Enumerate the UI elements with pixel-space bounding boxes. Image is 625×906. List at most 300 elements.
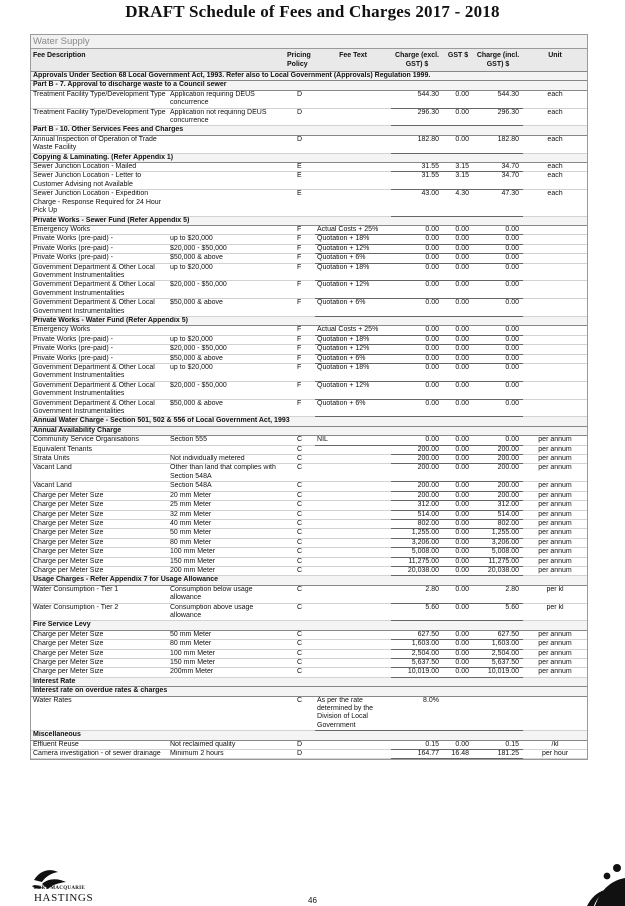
fee-description-cell: Charge per Meter Size: [31, 668, 168, 677]
charge-incl-gst-cell: 627.50: [473, 630, 523, 639]
fee-subdescription-cell: Other than land that complies with Section 548A: [168, 464, 285, 482]
unit-cell: per annum: [523, 510, 587, 519]
charge-incl-gst-cell: 0.00: [473, 299, 523, 317]
fee-description-cell: Private Works (pre-paid) -: [31, 335, 168, 344]
fee-description-cell: Camera investigation - of sewer drainage: [31, 750, 168, 759]
charge-excl-gst-cell: 8.0%: [391, 696, 443, 731]
charge-incl-gst-cell: 312.00: [473, 501, 523, 510]
charge-incl-gst-cell: 20,038.00: [473, 566, 523, 575]
unit-cell: per annum: [523, 566, 587, 575]
unit-cell: each: [523, 135, 587, 153]
section-header-text: Part B - 7. Approval to discharge waste to a Council sewer: [31, 81, 587, 90]
fee-subdescription-cell: [168, 172, 285, 190]
charge-excl-gst-cell: 0.00: [391, 299, 443, 317]
unit-cell: per annum: [523, 649, 587, 658]
fee-text-cell: Quotation + 18%: [315, 335, 391, 344]
charge-incl-gst-cell: 200.00: [473, 491, 523, 500]
fee-subdescription-cell: Application requiring DEUS concurrence: [168, 90, 285, 108]
gst-cell: 0.00: [443, 529, 473, 538]
charge-incl-gst-cell: [473, 696, 523, 731]
table-section-header: [31, 72, 587, 81]
table-section-header: [31, 576, 587, 585]
pricing-policy-cell: C: [285, 464, 315, 482]
fee-text-cell: [315, 557, 391, 566]
fee-description-cell: Private Works (pre-paid) -: [31, 235, 168, 244]
charge-incl-gst-cell: 802.00: [473, 519, 523, 528]
gst-cell: 0.00: [443, 519, 473, 528]
table-row: [31, 510, 587, 519]
fee-subdescription-cell: up to $20,000: [168, 263, 285, 281]
table-row: [31, 163, 587, 172]
fee-text-cell: Quotation + 6%: [315, 254, 391, 263]
corner-decoration-icon: [565, 862, 625, 906]
gst-cell: 0.00: [443, 740, 473, 749]
fee-subdescription-cell: 100 mm Meter: [168, 548, 285, 557]
charge-excl-gst-cell: 11,275.00: [391, 557, 443, 566]
pricing-policy-cell: F: [285, 263, 315, 281]
gst-cell: 0.00: [443, 354, 473, 363]
charge-incl-gst-cell: 296.30: [473, 108, 523, 126]
table-row: [31, 172, 587, 190]
unit-cell: [523, 235, 587, 244]
unit-cell: per annum: [523, 519, 587, 528]
unit-cell: [523, 281, 587, 299]
table-row: [31, 235, 587, 244]
unit-cell: each: [523, 108, 587, 126]
fee-text-cell: Quotation + 18%: [315, 263, 391, 281]
table-row: [31, 281, 587, 299]
fee-description-cell: Charge per Meter Size: [31, 519, 168, 528]
table-section-header: [31, 316, 587, 325]
fee-description-cell: Charge per Meter Size: [31, 557, 168, 566]
fee-description-cell: Charge per Meter Size: [31, 538, 168, 547]
fee-text-cell: As per the rate determined by the Division of Local Government: [315, 696, 391, 731]
unit-cell: per annum: [523, 501, 587, 510]
charge-excl-gst-cell: 802.00: [391, 519, 443, 528]
table-row: [31, 354, 587, 363]
gst-cell: 0.00: [443, 630, 473, 639]
unit-cell: per hour: [523, 750, 587, 759]
fee-description-cell: Water Consumption - Tier 2: [31, 603, 168, 621]
fee-subdescription-cell: $50,000 & above: [168, 299, 285, 317]
charge-excl-gst-cell: 514.00: [391, 510, 443, 519]
fee-text-cell: [315, 464, 391, 482]
fee-subdescription-cell: 25 mm Meter: [168, 501, 285, 510]
gst-cell: 0.00: [443, 659, 473, 668]
fee-text-cell: [315, 548, 391, 557]
table-row: [31, 529, 587, 538]
fee-text-cell: Quotation + 18%: [315, 364, 391, 382]
table-row: [31, 464, 587, 482]
charge-excl-gst-cell: 43.00: [391, 190, 443, 216]
pricing-policy-cell: E: [285, 190, 315, 216]
table-row: [31, 399, 587, 417]
section-header-text: Copying & Laminating. (Refer Appendix 1): [31, 153, 587, 162]
charge-incl-gst-cell: 181.25: [473, 750, 523, 759]
gst-cell: 16.48: [443, 750, 473, 759]
fee-text-cell: Quotation + 6%: [315, 299, 391, 317]
charge-incl-gst-cell: 34.70: [473, 172, 523, 190]
gst-cell: 0.00: [443, 235, 473, 244]
pricing-policy-cell: C: [285, 649, 315, 658]
fee-subdescription-cell: $20,000 - $50,000: [168, 345, 285, 354]
fee-description-cell: Equivalent Tenants: [31, 445, 168, 454]
charge-excl-gst-cell: 0.00: [391, 436, 443, 445]
fee-text-cell: [315, 135, 391, 153]
fee-text-cell: [315, 519, 391, 528]
fee-description-cell: Treatment Facility Type/Development Type: [31, 108, 168, 126]
table-row: [31, 135, 587, 153]
table-row: [31, 436, 587, 445]
pricing-policy-cell: F: [285, 326, 315, 335]
charge-excl-gst-cell: 0.00: [391, 281, 443, 299]
charge-excl-gst-cell: 31.55: [391, 163, 443, 172]
charge-excl-gst-cell: 200.00: [391, 482, 443, 491]
fee-description-cell: Vacant Land: [31, 482, 168, 491]
fee-subdescription-cell: 150 mm Meter: [168, 659, 285, 668]
table-row: [31, 750, 587, 759]
table-row: [31, 326, 587, 335]
table-section-header: [31, 426, 587, 435]
unit-cell: per annum: [523, 538, 587, 547]
fee-description-cell: Strata Units: [31, 455, 168, 464]
table-row: [31, 254, 587, 263]
gst-cell: 0.00: [443, 510, 473, 519]
table-row: [31, 263, 587, 281]
charge-incl-gst-cell: 0.00: [473, 225, 523, 234]
charge-excl-gst-cell: 182.80: [391, 135, 443, 153]
fee-text-cell: [315, 649, 391, 658]
charge-excl-gst-cell: 200.00: [391, 455, 443, 464]
table-row: [31, 519, 587, 528]
charge-incl-gst-cell: 0.00: [473, 364, 523, 382]
fee-subdescription-cell: Section 548A: [168, 482, 285, 491]
fee-description-cell: Sewer Junction Location - Expedition Charge - Response Required for 24 Hour Pick Up: [31, 190, 168, 216]
fee-description-cell: Charge per Meter Size: [31, 529, 168, 538]
col-fee-text: Fee Text: [315, 49, 391, 72]
unit-cell: per annum: [523, 455, 587, 464]
pricing-policy-cell: C: [285, 501, 315, 510]
gst-cell: 4.30: [443, 190, 473, 216]
fee-description-cell: Water Rates: [31, 696, 168, 731]
table-row: [31, 190, 587, 216]
charge-incl-gst-cell: 3,206.00: [473, 538, 523, 547]
fee-description-cell: Private Works (pre-paid) -: [31, 254, 168, 263]
pricing-policy-cell: E: [285, 163, 315, 172]
table-row: [31, 585, 587, 603]
charge-incl-gst-cell: 182.80: [473, 135, 523, 153]
fee-subdescription-cell: [168, 135, 285, 153]
fee-text-cell: [315, 501, 391, 510]
pricing-policy-cell: F: [285, 244, 315, 253]
unit-cell: per kl: [523, 585, 587, 603]
charge-incl-gst-cell: 544.30: [473, 90, 523, 108]
table-row: [31, 345, 587, 354]
fee-subdescription-cell: $50,000 & above: [168, 399, 285, 417]
table-section-header: [31, 621, 587, 630]
section-header-text: Miscellaneous: [31, 731, 587, 740]
table-section-header: [31, 731, 587, 740]
unit-cell: [523, 354, 587, 363]
fee-text-cell: Actual Costs + 25%: [315, 225, 391, 234]
logo-line1: PORT MACQUARIE: [34, 886, 86, 891]
gst-cell: 0.00: [443, 436, 473, 445]
charge-excl-gst-cell: 627.50: [391, 630, 443, 639]
pricing-policy-cell: F: [285, 335, 315, 344]
gst-cell: 0.00: [443, 108, 473, 126]
charge-excl-gst-cell: 0.00: [391, 399, 443, 417]
charge-excl-gst-cell: 200.00: [391, 491, 443, 500]
section-header-text: Private Works - Water Fund (Refer Appendix 5): [31, 316, 587, 325]
gst-cell: 0.00: [443, 649, 473, 658]
section-header-text: Interest rate on overdue rates & charges: [31, 687, 587, 696]
pricing-policy-cell: C: [285, 538, 315, 547]
unit-cell: [523, 399, 587, 417]
fee-subdescription-cell: 200mm Meter: [168, 668, 285, 677]
charge-incl-gst-cell: 0.00: [473, 335, 523, 344]
pricing-policy-cell: C: [285, 659, 315, 668]
charge-excl-gst-cell: 20,038.00: [391, 566, 443, 575]
unit-cell: per annum: [523, 482, 587, 491]
pricing-policy-cell: C: [285, 603, 315, 621]
gst-cell: 0.00: [443, 640, 473, 649]
charge-excl-gst-cell: 0.15: [391, 740, 443, 749]
fee-subdescription-cell: 80 mm Meter: [168, 640, 285, 649]
charge-excl-gst-cell: 10,019.00: [391, 668, 443, 677]
fee-subdescription-cell: 20 mm Meter: [168, 491, 285, 500]
section-header-text: Annual Water Charge - Section 501, 502 & 556 of Local Government Act, 1993: [31, 417, 587, 426]
col-gst: GST $: [443, 49, 473, 72]
page-number: 46: [308, 896, 317, 905]
unit-cell: [523, 326, 587, 335]
unit-cell: per annum: [523, 630, 587, 639]
fee-subdescription-cell: up to $20,000: [168, 235, 285, 244]
section-header-text: Annual Availability Charge: [31, 426, 587, 435]
pricing-policy-cell: C: [285, 566, 315, 575]
col-pricing-policy: Pricing Policy: [285, 49, 315, 72]
gst-cell: 0.00: [443, 482, 473, 491]
fee-description-cell: Charge per Meter Size: [31, 501, 168, 510]
unit-cell: per annum: [523, 668, 587, 677]
gst-cell: 0.00: [443, 254, 473, 263]
gst-cell: 0.00: [443, 381, 473, 399]
table-section-header: [31, 153, 587, 162]
charge-incl-gst-cell: 5,637.50: [473, 659, 523, 668]
charge-excl-gst-cell: 0.00: [391, 364, 443, 382]
table-row: [31, 225, 587, 234]
charge-incl-gst-cell: 0.00: [473, 399, 523, 417]
gst-cell: 0.00: [443, 335, 473, 344]
table-row: [31, 603, 587, 621]
pricing-policy-cell: D: [285, 108, 315, 126]
fee-text-cell: [315, 585, 391, 603]
charge-excl-gst-cell: 0.00: [391, 381, 443, 399]
charge-incl-gst-cell: 0.00: [473, 254, 523, 263]
fee-subdescription-cell: Not individually metered: [168, 455, 285, 464]
fee-description-cell: Charge per Meter Size: [31, 548, 168, 557]
table-row: [31, 640, 587, 649]
unit-cell: [523, 225, 587, 234]
fee-description-cell: Effluent Reuse: [31, 740, 168, 749]
gst-cell: [443, 696, 473, 731]
gst-cell: 0.00: [443, 603, 473, 621]
section-title: Water Supply: [31, 35, 587, 49]
fee-text-cell: [315, 190, 391, 216]
gst-cell: 0.00: [443, 225, 473, 234]
table-section-header: [31, 126, 587, 135]
table-row: [31, 659, 587, 668]
charge-excl-gst-cell: 0.00: [391, 254, 443, 263]
pricing-policy-cell: C: [285, 436, 315, 445]
unit-cell: each: [523, 190, 587, 216]
pricing-policy-cell: F: [285, 254, 315, 263]
section-header-text: Approvals Under Section 68 Local Government Act, 1993. Refer also to Local Government (Approvals) Regulation 1999.: [31, 72, 587, 81]
table-row: [31, 491, 587, 500]
pricing-policy-cell: F: [285, 235, 315, 244]
charge-excl-gst-cell: 5,008.00: [391, 548, 443, 557]
charge-excl-gst-cell: 0.00: [391, 235, 443, 244]
table-section-header: [31, 216, 587, 225]
table-row: [31, 557, 587, 566]
charge-excl-gst-cell: 296.30: [391, 108, 443, 126]
unit-cell: per annum: [523, 548, 587, 557]
charge-incl-gst-cell: 2.80: [473, 585, 523, 603]
fee-text-cell: [315, 529, 391, 538]
fee-subdescription-cell: Application not requiring DEUS concurrence: [168, 108, 285, 126]
charge-incl-gst-cell: 1,255.00: [473, 529, 523, 538]
table-section-header: [31, 677, 587, 686]
gst-cell: 0.00: [443, 345, 473, 354]
fee-description-cell: Government Department & Other Local Government Instrumentalities: [31, 299, 168, 317]
charge-excl-gst-cell: 5.60: [391, 603, 443, 621]
gst-cell: 0.00: [443, 668, 473, 677]
unit-cell: [523, 696, 587, 731]
fee-description-cell: Charge per Meter Size: [31, 649, 168, 658]
pricing-policy-cell: D: [285, 135, 315, 153]
unit-cell: [523, 345, 587, 354]
table-section-header: [31, 417, 587, 426]
charge-excl-gst-cell: 0.00: [391, 263, 443, 281]
pricing-policy-cell: C: [285, 529, 315, 538]
table-row: [31, 548, 587, 557]
fee-text-cell: Quotation + 12%: [315, 381, 391, 399]
gst-cell: 0.00: [443, 244, 473, 253]
fee-subdescription-cell: Not reclaimed quality: [168, 740, 285, 749]
table-section-header: [31, 81, 587, 90]
charge-incl-gst-cell: 200.00: [473, 482, 523, 491]
table-row: [31, 455, 587, 464]
fee-subdescription-cell: 50 mm Meter: [168, 529, 285, 538]
pricing-policy-cell: D: [285, 750, 315, 759]
pricing-policy-cell: C: [285, 510, 315, 519]
fee-description-cell: Government Department & Other Local Government Instrumentalities: [31, 263, 168, 281]
fee-text-cell: Quotation + 12%: [315, 345, 391, 354]
pricing-policy-cell: C: [285, 445, 315, 454]
unit-cell: per annum: [523, 436, 587, 445]
pricing-policy-cell: C: [285, 519, 315, 528]
charge-incl-gst-cell: 0.00: [473, 281, 523, 299]
pricing-policy-cell: C: [285, 668, 315, 677]
charge-incl-gst-cell: 0.15: [473, 740, 523, 749]
charge-excl-gst-cell: 5,637.50: [391, 659, 443, 668]
fee-subdescription-cell: [168, 445, 285, 454]
fee-text-cell: Quotation + 6%: [315, 399, 391, 417]
table-row: [31, 630, 587, 639]
fee-subdescription-cell: up to $20,000: [168, 364, 285, 382]
gst-cell: 0.00: [443, 281, 473, 299]
table-header: [31, 49, 587, 72]
fee-text-cell: [315, 491, 391, 500]
charge-excl-gst-cell: 0.00: [391, 244, 443, 253]
table-row: [31, 649, 587, 658]
fees-table: [31, 49, 587, 759]
document-title: DRAFT Schedule of Fees and Charges 2017 - 2018: [125, 2, 500, 21]
fee-description-cell: Emergency Works: [31, 326, 168, 335]
fee-text-cell: [315, 640, 391, 649]
fee-text-cell: [315, 163, 391, 172]
charge-excl-gst-cell: 0.00: [391, 345, 443, 354]
fee-subdescription-cell: 40 mm Meter: [168, 519, 285, 528]
unit-cell: per annum: [523, 557, 587, 566]
fee-description-cell: Private Works (pre-paid) -: [31, 354, 168, 363]
fee-description-cell: Treatment Facility Type/Development Type: [31, 90, 168, 108]
section-header-text: Part B - 10. Other Services Fees and Charges: [31, 126, 587, 135]
fee-subdescription-cell: Consumption above usage allowance: [168, 603, 285, 621]
table-body: [31, 72, 587, 759]
charge-incl-gst-cell: 5,008.00: [473, 548, 523, 557]
gst-cell: 0.00: [443, 455, 473, 464]
unit-cell: per annum: [523, 659, 587, 668]
charge-excl-gst-cell: 0.00: [391, 335, 443, 344]
unit-cell: [523, 381, 587, 399]
unit-cell: each: [523, 163, 587, 172]
gst-cell: 0.00: [443, 566, 473, 575]
table-row: [31, 335, 587, 344]
charge-incl-gst-cell: 200.00: [473, 445, 523, 454]
gst-cell: 0.00: [443, 501, 473, 510]
fee-description-cell: Government Department & Other Local Government Instrumentalities: [31, 399, 168, 417]
pricing-policy-cell: F: [285, 364, 315, 382]
pricing-policy-cell: F: [285, 281, 315, 299]
section-header-text: Usage Charges - Refer Appendix 7 for Usage Allowance: [31, 576, 587, 585]
fee-subdescription-cell: up to $20,000: [168, 335, 285, 344]
fee-text-cell: [315, 538, 391, 547]
col-unit: Unit: [523, 49, 587, 72]
gst-cell: 0.00: [443, 90, 473, 108]
pricing-policy-cell: D: [285, 740, 315, 749]
charge-excl-gst-cell: 0.00: [391, 354, 443, 363]
charge-incl-gst-cell: 514.00: [473, 510, 523, 519]
fee-text-cell: [315, 482, 391, 491]
table-row: [31, 696, 587, 731]
fee-subdescription-cell: [168, 326, 285, 335]
fee-description-cell: Sewer Junction Location - Letter to Customer Advising not Available: [31, 172, 168, 190]
unit-cell: [523, 263, 587, 281]
fee-text-cell: [315, 750, 391, 759]
charge-excl-gst-cell: 2.80: [391, 585, 443, 603]
col-charge-excl-gst: Charge (excl. GST) $: [391, 49, 443, 72]
fee-text-cell: Quotation + 6%: [315, 354, 391, 363]
table-row: [31, 482, 587, 491]
unit-cell: per annum: [523, 491, 587, 500]
fee-text-cell: [315, 108, 391, 126]
fee-text-cell: [315, 668, 391, 677]
fee-subdescription-cell: $20,000 - $50,000: [168, 281, 285, 299]
fee-subdescription-cell: 150 mm Meter: [168, 557, 285, 566]
gst-cell: 0.00: [443, 464, 473, 482]
charge-incl-gst-cell: 0.00: [473, 381, 523, 399]
unit-cell: /kl: [523, 740, 587, 749]
